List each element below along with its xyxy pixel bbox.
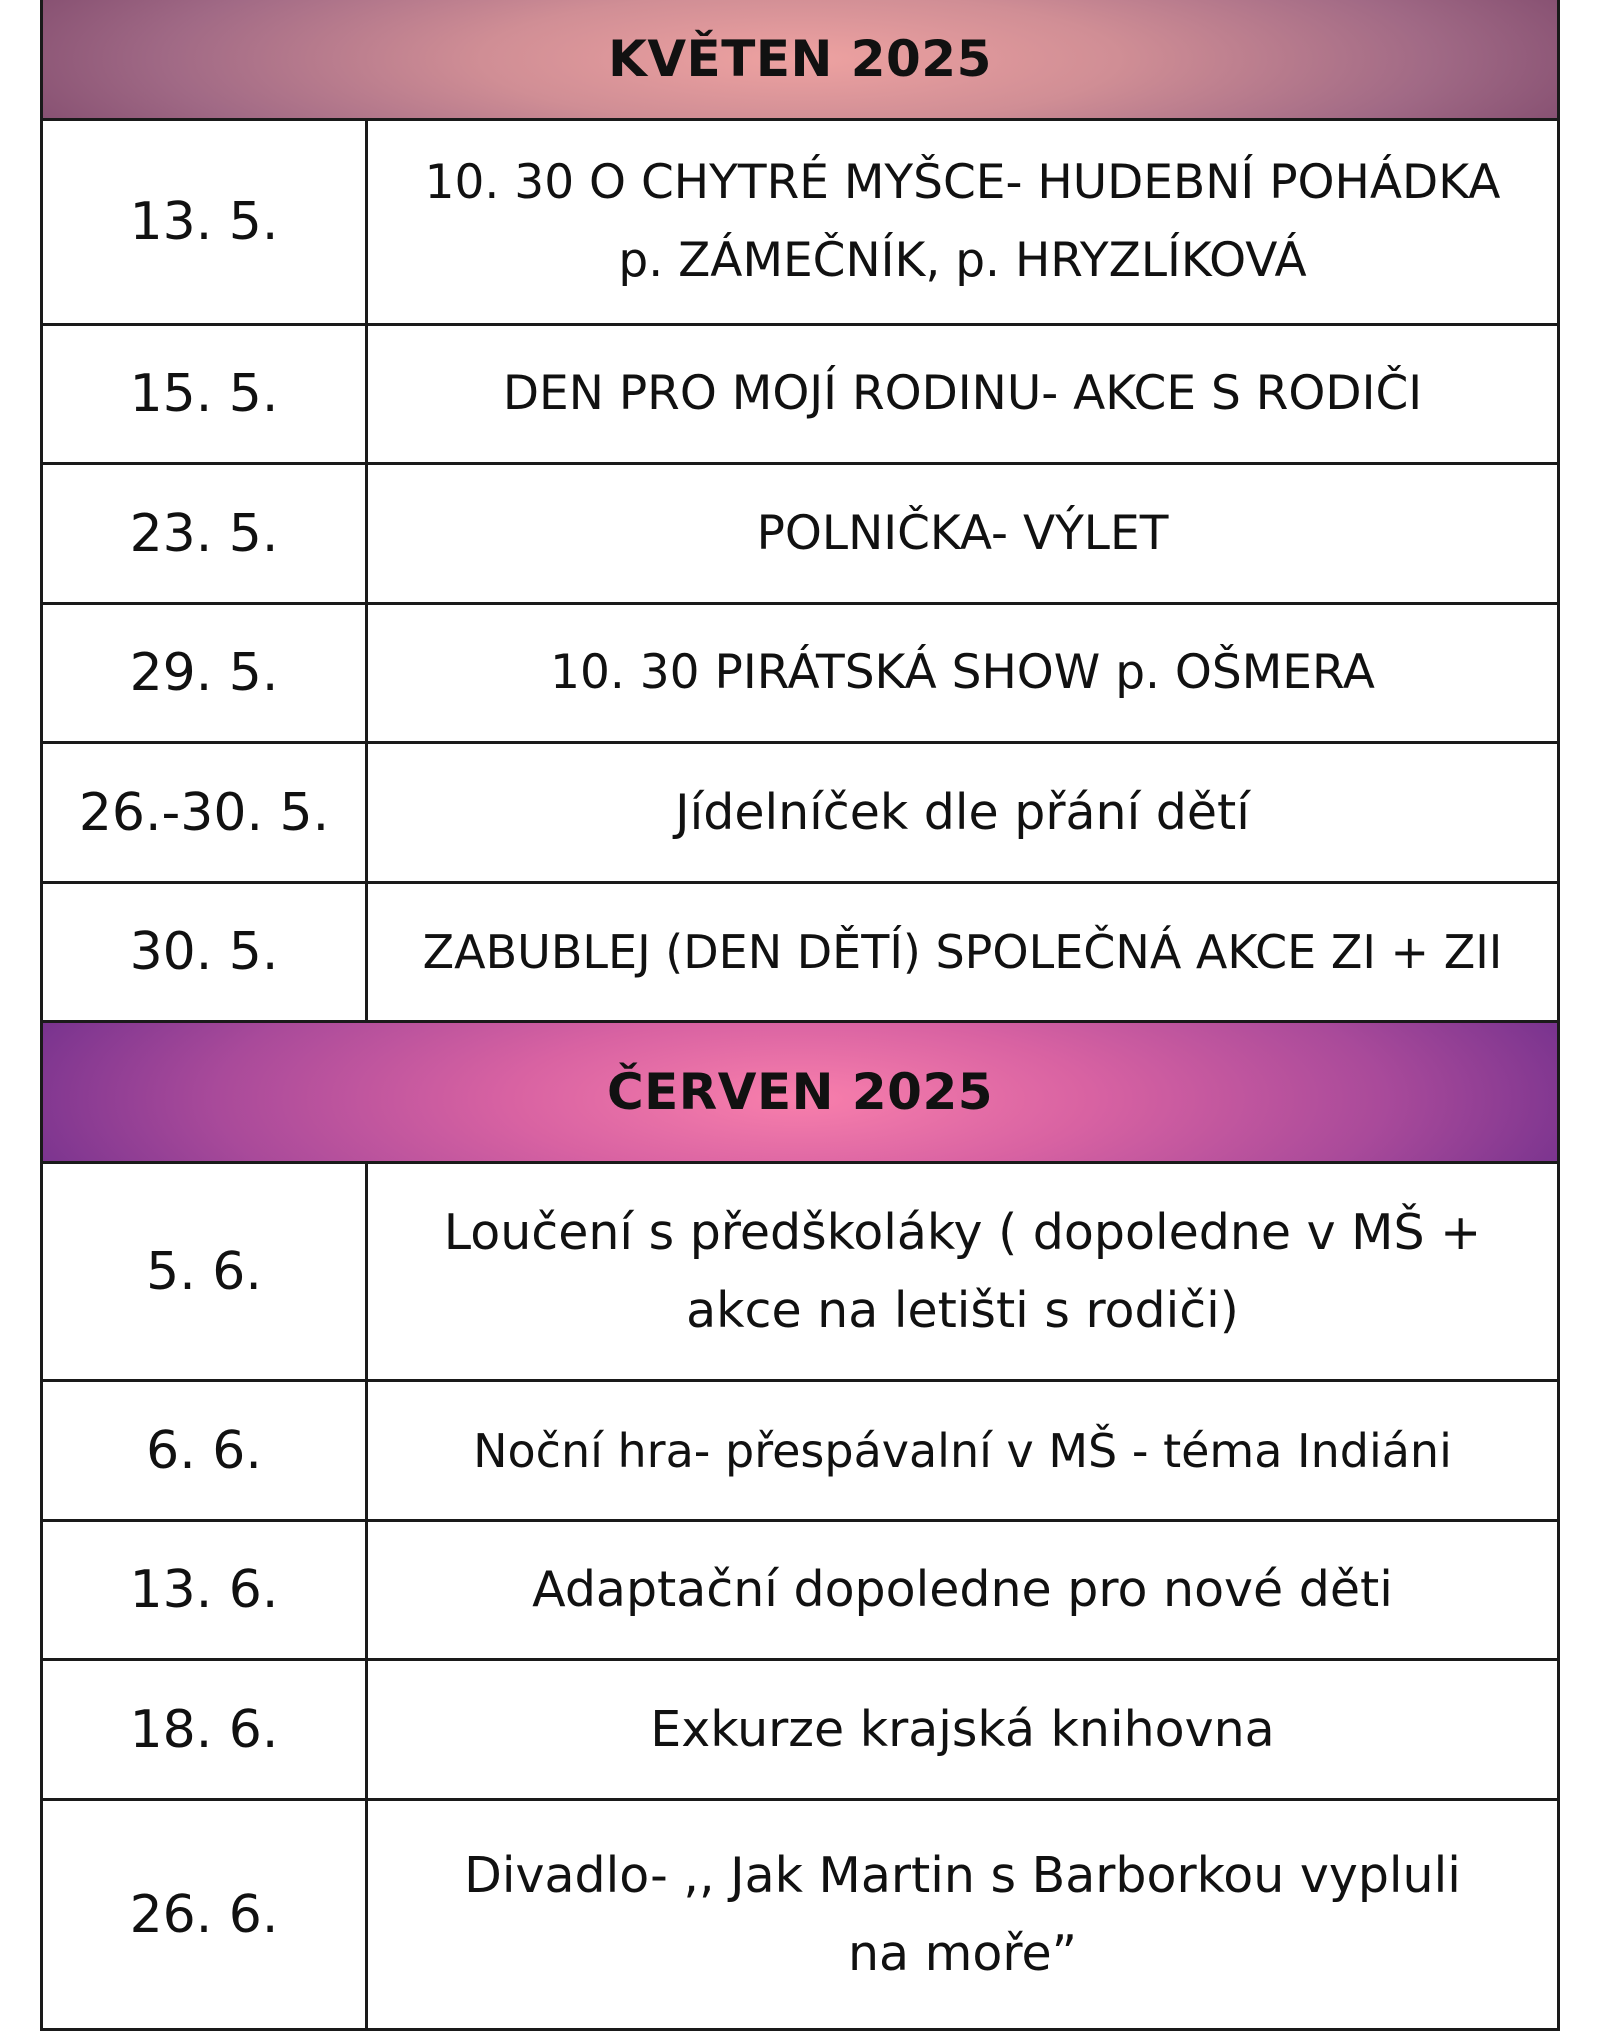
event-date: 15. 5. <box>43 326 368 462</box>
event-description <box>368 605 1557 741</box>
event-description <box>368 326 1557 462</box>
schedule-table <box>40 0 1560 2031</box>
event-line: POLNIČKA- VÝLET <box>756 505 1169 561</box>
month-title: KVĚTEN 2025 <box>608 30 992 88</box>
table-row <box>40 1164 1560 1382</box>
event-date: 18. 6. <box>43 1661 368 1798</box>
table-row <box>40 121 1560 326</box>
table-row <box>40 1661 1560 1801</box>
event-description <box>368 465 1557 602</box>
event-line: 10. 30 O CHYTRÉ MYŠCE- HUDEBNÍ POHÁDKA <box>424 155 1501 210</box>
event-line: Noční hra- přespávalní v MŠ - téma Indiáni <box>473 1423 1452 1478</box>
event-date: 5. 6. <box>43 1164 368 1379</box>
month-header-june <box>40 1023 1560 1164</box>
table-row <box>40 1382 1560 1522</box>
table-row <box>40 744 1560 884</box>
event-description <box>368 1661 1557 1798</box>
event-line: p. ZÁMEČNÍK, p. HRYZLÍKOVÁ <box>618 233 1307 288</box>
event-date: 30. 5. <box>43 884 368 1020</box>
event-line: Exkurze krajská knihovna <box>650 1700 1275 1758</box>
table-row <box>40 1522 1560 1661</box>
event-line: ZABUBLEJ (DEN DĚTÍ) SPOLEČNÁ AKCE ZI + ZII <box>422 925 1503 979</box>
event-description <box>368 1164 1557 1379</box>
table-row <box>40 884 1560 1023</box>
event-line: Divadlo- ,, Jak Martin s Barborkou vypluli <box>464 1846 1461 1904</box>
event-date: 6. 6. <box>43 1382 368 1519</box>
table-row <box>40 326 1560 465</box>
table-row <box>40 465 1560 605</box>
event-description <box>368 744 1557 881</box>
event-description <box>368 1801 1557 2028</box>
month-header-may <box>40 0 1560 121</box>
table-row <box>40 605 1560 744</box>
event-line: Adaptační dopoledne pro nové děti <box>532 1561 1393 1618</box>
event-line: 10. 30 PIRÁTSKÁ SHOW p. OŠMERA <box>550 645 1375 700</box>
event-line: akce na letišti s rodiči) <box>686 1281 1239 1339</box>
event-line: Jídelníček dle přání dětí <box>675 783 1250 841</box>
event-line: DEN PRO MOJÍ RODINU- AKCE S RODIČI <box>502 366 1423 421</box>
event-date: 13. 6. <box>43 1522 368 1658</box>
event-description <box>368 1522 1557 1658</box>
event-date: 23. 5. <box>43 465 368 602</box>
event-description <box>368 1382 1557 1519</box>
event-description <box>368 121 1557 323</box>
table-row <box>40 1801 1560 2031</box>
month-title: ČERVEN 2025 <box>606 1063 994 1121</box>
event-line: Loučení s předškoláky ( dopoledne v MŠ + <box>443 1203 1482 1261</box>
event-date: 26. 6. <box>43 1801 368 2028</box>
event-date: 13. 5. <box>43 121 368 323</box>
event-description <box>368 884 1557 1020</box>
event-date: 26.-30. 5. <box>43 744 368 881</box>
event-line: na moře” <box>848 1924 1077 1982</box>
event-date: 29. 5. <box>43 605 368 741</box>
